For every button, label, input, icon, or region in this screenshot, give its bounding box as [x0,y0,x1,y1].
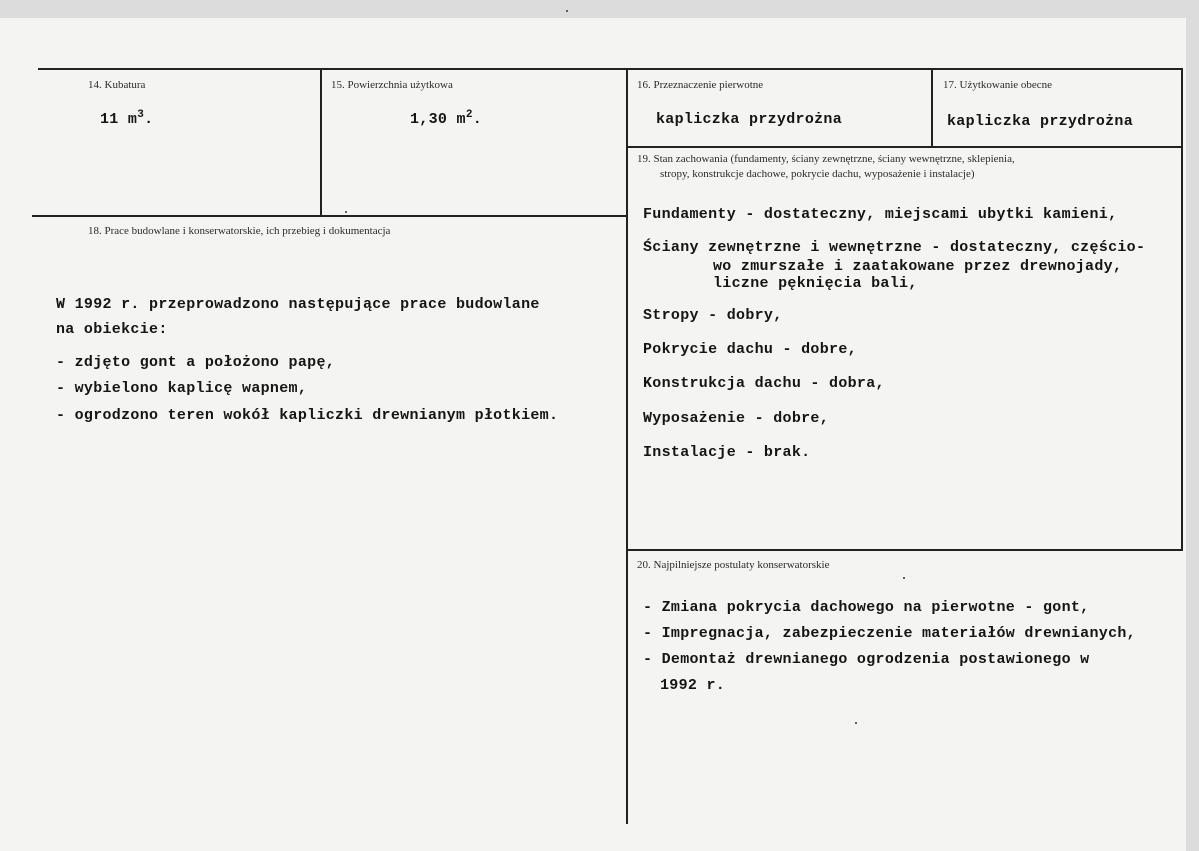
scan-speck [566,10,568,12]
prace-item: - ogrodzono teren wokół kapliczki drewnianym płotkiem. [56,407,559,424]
postulaty-label: 20. Najpilniejsze postulaty konserwatorskie [637,559,830,571]
scan-speck [903,577,905,579]
stan-instalacje: Instalacje - brak. [643,444,811,461]
prace-intro-line1: W 1992 r. przeprowadzono następujące prace budowlane [56,296,540,313]
scan-speck [855,722,857,724]
prace-label: 18. Prace budowlane i konserwatorskie, ich przebieg i dokumentacja [88,225,391,237]
przeznaczenie-label: 16. Przeznaczenie pierwotne [637,79,764,91]
powierzchnia-exponent: 2 [465,109,473,121]
stan-sciany-line1: Ściany zewnętrzne i wewnętrzne - dostateczny, częścio- [643,239,1146,256]
row1-right-bottom-rule [628,146,1183,148]
stan-konstrukcja: Konstrukcja dachu - dobra, [643,375,885,392]
stan-pokrycie: Pokrycie dachu - dobre, [643,341,857,358]
uzytkowanie-label: 17. Użytkowanie obecne [943,79,1053,91]
section-20-top-rule [628,549,1183,551]
kubatura-label: 14. Kubatura [88,79,146,91]
prace-item: - wybielono kaplicę wapnem, [56,380,308,397]
prace-intro-line2: na obiekcie: [56,321,168,338]
postulaty-item1: - Zmiana pokrycia dachowego na pierwotne - gont, [643,599,1090,616]
postulaty-item3-line2: 1992 r. [660,677,726,694]
powierzchnia-label: 15. Powierzchnia użytkowa [331,79,453,91]
document-sheet [0,18,1186,851]
postulaty-item3-line1: - Demontaż drewnianego ogrodzenia postawionego w [643,651,1090,668]
powierzchnia-value: 1,30 $m^2$. [410,109,483,128]
postulaty-item2: - Impregnacja, zabezpieczenie materiałów drewnianych, [643,625,1136,642]
uzytkowanie-value: kapliczka przydrożna [947,113,1134,130]
scan-speck [345,211,347,213]
right-edge-rule [1181,70,1183,551]
divider-14-15 [320,70,322,216]
przeznaczenie-value: kapliczka przydrożna [656,111,843,128]
divider-16-17 [931,70,933,148]
kubatura-value: 11 $m^3$. [100,109,154,128]
row1-bottom-rule [32,215,628,217]
stan-fundamenty: Fundamenty - dostateczny, miejscami ubytki kamieni, [643,206,1118,223]
stan-label-line2: stropy, konstrukcje dachowe, pokrycie dachu, wyposażenie i instalacje) [660,168,975,180]
stan-sciany-line2: wo zmurszałe i zaatakowane przez drewnojady, [713,258,1123,275]
stan-label-line1: 19. Stan zachowania (fundamenty, ściany zewnętrzne, ściany wewnętrzne, sklepienia, [637,153,1015,165]
prace-item: - zdjęto gont a położono papę, [56,354,336,371]
top-rule [38,68,1183,70]
stan-sciany-line3: liczne pęknięcia bali, [713,275,918,292]
stan-stropy: Stropy - dobry, [643,307,783,324]
stan-wyposazenie: Wyposażenie - dobre, [643,410,830,427]
center-divider [626,70,628,824]
kubatura-exponent: 3 [137,109,145,121]
